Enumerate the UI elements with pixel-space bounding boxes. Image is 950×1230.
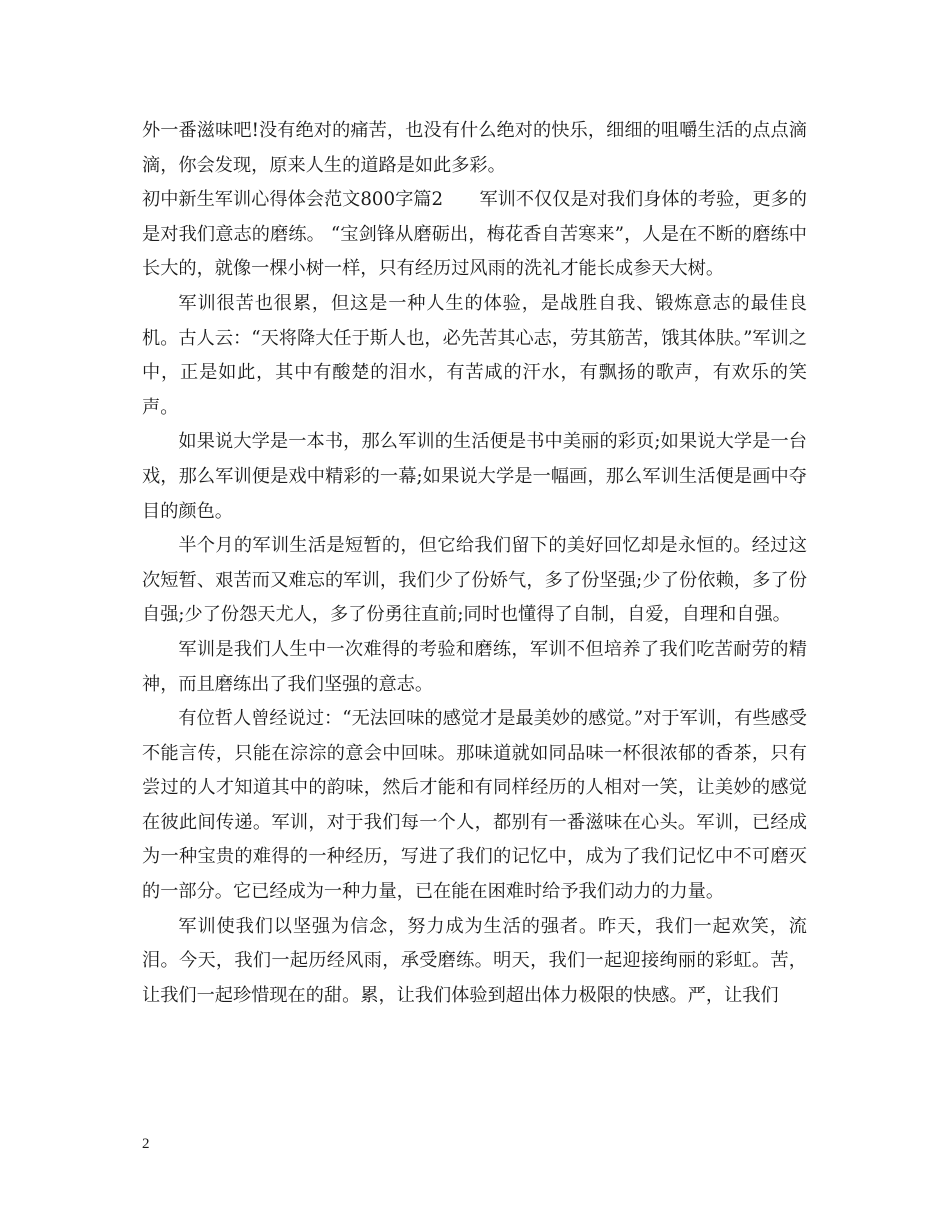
- paragraph-1: 外一番滋味吧!没有绝对的痛苦，也没有什么绝对的快乐，细细的咀嚼生活的点点滴滴，你会发现，原来人生的道路是如此多彩。: [142, 120, 807, 176]
- paragraph-4: 如果说大学是一本书，那么军训的生活便是书中美丽的彩页;如果说大学是一台戏，那么军训便是戏中精彩的一幕;如果说大学是一幅画，那么军训生活便是画中夺目的颜色。: [142, 431, 807, 522]
- body-text: [142, 114, 807, 1013]
- paragraph-5: 半个月的军训生活是短暂的，但它给我们留下的美好回忆却是永恒的。经过这次短暂、艰苦而又难忘的军训，我们少了份娇气，多了份坚强;少了份依赖，多了份自强;少了份怨天尤人，多了份勇往直前;同时也懂得了自制，自爱，自理和自强。: [142, 535, 807, 626]
- paragraph-2: 初中新生军训心得体会范文800字篇2 军训不仅仅是对我们身体的考验，更多的是对我们意志的磨练。 “宝剑锋从磨砺出，梅花香自苦寒来”，人是在不断的磨练中长大的，就像一棵小树一样，只有经历过风雨的洗礼才能长成参天大树。: [142, 189, 807, 280]
- paragraph-3: 军训很苦也很累，但这是一种人生的体验，是战胜自我、锻炼意志的最佳良机。古人云：“天将降大任于斯人也，必先苦其心志，劳其筋苦，饿其体肤。”军训之中，正是如此，其中有酸楚的泪水，有苦咸的汗水，有飘扬的歌声，有欢乐的笑声。: [142, 292, 807, 418]
- paragraph-8: 军训使我们以坚强为信念，努力成为生活的强者。昨天，我们一起欢笑，流泪。今天，我们一起历经风雨，承受磨练。明天，我们一起迎接绚丽的彩虹。苦，让我们一起珍惜现在的甜。累，让我们体验到超出体力极限的快感。严，让我们: [142, 915, 807, 1006]
- paragraph-6: 军训是我们人生中一次难得的考验和磨练，军训不但培养了我们吃苦耐劳的精神，而且磨练出了我们坚强的意志。: [142, 638, 807, 695]
- paragraph-7: 有位哲人曾经说过：“无法回味的感觉才是最美妙的感觉。”对于军训，有些感受不能言传，只能在淙淙的意会中回味。那味道就如同品味一杯很浓郁的香茶，只有尝过的人才知道其中的韵味，然后才能和有同样经历的人相对一笑，让美妙的感觉在彼此间传递。军训，对于我们每一个人，都别有一番滋味在心头。军训，已经成为一种宝贵的难得的一种经历，写进了我们的记忆中，成为了我们记忆中不可磨灭的一部分。它已经成为一种力量，已在能在困难时给予我们动力的力量。: [142, 708, 807, 903]
- page-number: 2: [142, 1136, 150, 1152]
